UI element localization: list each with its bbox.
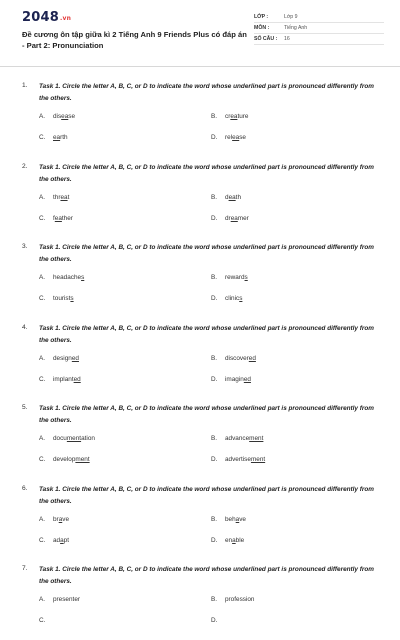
header-divider: [0, 66, 400, 67]
word-prefix: f: [53, 214, 55, 222]
underlined-part: s: [239, 295, 243, 302]
option-word: [225, 134, 246, 141]
option-word: [225, 113, 248, 120]
question-item: [0, 318, 400, 399]
meta-row-class: [254, 12, 384, 23]
meta-value: 16: [284, 36, 290, 42]
answer-option[interactable]: [39, 134, 68, 141]
word-prefix: beh: [225, 515, 236, 523]
answer-option[interactable]: [211, 134, 246, 141]
option-word: [225, 274, 248, 281]
word-prefix: br: [53, 515, 59, 523]
option-letter: B.: [211, 435, 218, 442]
word-prefix: ad: [53, 536, 61, 544]
word-suffix: th: [235, 193, 242, 201]
option-letter: B.: [211, 113, 218, 120]
word-suffix: ve: [239, 515, 246, 523]
option-letter: D.: [211, 536, 218, 544]
answer-option[interactable]: [39, 456, 90, 463]
option-letter: A.: [39, 515, 46, 523]
question-text: Task 1. Circle the letter A, B, C, or D to indicate the word whose underlined part is pronounced differently from the others.: [39, 405, 374, 424]
document-meta: [254, 12, 384, 45]
word-suffix: rth: [60, 134, 68, 141]
answer-option[interactable]: [39, 355, 79, 362]
answer-option[interactable]: [211, 617, 225, 624]
word-prefix: rel: [225, 134, 233, 141]
option-letter: D.: [211, 375, 218, 383]
word-prefix: advance: [225, 435, 250, 442]
option-word: [225, 516, 246, 523]
question-number: 6.: [22, 484, 28, 492]
option-letter: B.: [211, 193, 218, 201]
option-word: [53, 113, 75, 120]
meta-value: Lớp 9: [284, 14, 298, 20]
underlined-part: s: [244, 274, 248, 281]
option-letter: C.: [39, 617, 46, 624]
underlined-part: ea: [228, 193, 236, 201]
answer-option[interactable]: [211, 215, 249, 222]
underlined-part: ea: [54, 214, 62, 222]
option-word: [53, 376, 81, 383]
answer-option[interactable]: [39, 113, 75, 120]
meta-row-subject: [254, 23, 384, 34]
option-word: [225, 456, 265, 463]
underlined-part: ment: [75, 456, 90, 463]
word-suffix: se: [239, 134, 246, 141]
word-prefix: discover: [225, 354, 249, 362]
question-number: 4.: [22, 323, 28, 331]
answer-option[interactable]: [39, 215, 73, 222]
answer-option[interactable]: [39, 194, 69, 201]
word-suffix: ble: [235, 536, 245, 544]
word-prefix: clinic: [225, 295, 240, 302]
option-word: [225, 596, 255, 603]
option-letter: A.: [39, 274, 46, 281]
underlined-part: ea: [53, 134, 61, 141]
meta-row-count: [254, 34, 384, 45]
underlined-part: ment: [250, 456, 266, 463]
option-letter: A.: [39, 193, 46, 201]
underlined-part: a: [235, 515, 240, 523]
question-item: [0, 479, 400, 560]
answer-option[interactable]: [211, 596, 255, 603]
word-prefix: d: [225, 193, 229, 201]
answer-option[interactable]: [39, 274, 84, 281]
underlined-part: s: [81, 274, 85, 281]
option-word: [53, 456, 90, 463]
option-word: [53, 295, 74, 302]
word-suffix: se: [68, 113, 76, 120]
option-word: [53, 355, 79, 362]
underlined-part: ea: [230, 214, 238, 222]
option-letter: A.: [39, 113, 46, 120]
question-number: 3.: [22, 243, 28, 250]
option-letter: C.: [39, 375, 46, 383]
answer-option[interactable]: [39, 376, 81, 383]
document-header: [0, 0, 400, 64]
question-list: [0, 76, 400, 640]
option-letter: C.: [39, 456, 46, 463]
word-prefix: design: [53, 354, 72, 362]
word-prefix: advertise: [225, 456, 251, 463]
meta-key: MÔN :: [254, 25, 270, 31]
option-letter: D.: [211, 295, 218, 302]
underlined-part: a: [232, 536, 236, 544]
option-word: [53, 516, 69, 523]
option-word: [225, 376, 251, 383]
question-item: [0, 76, 400, 157]
word-suffix: t: [67, 193, 70, 201]
meta-value: Tiếng Anh: [284, 25, 308, 31]
underlined-part: ea: [232, 134, 240, 141]
word-prefix: dr: [225, 214, 231, 222]
option-letter: B.: [211, 274, 218, 281]
underlined-part: ed: [248, 354, 256, 362]
underlined-part: a: [58, 515, 63, 523]
word-prefix: headache: [53, 274, 82, 281]
word-prefix: thr: [53, 193, 61, 201]
answer-option[interactable]: [211, 376, 251, 383]
word-prefix: profession: [225, 596, 255, 603]
answer-option[interactable]: [211, 295, 242, 302]
answer-option[interactable]: [39, 537, 69, 544]
word-prefix: dis: [53, 113, 62, 120]
option-word: [225, 355, 256, 362]
word-prefix: en: [225, 536, 233, 544]
word-prefix: cr: [225, 113, 231, 120]
logo-text: 2048: [22, 10, 59, 25]
word-suffix: ther: [61, 214, 73, 222]
meta-key: SỐ CÂU :: [254, 36, 278, 42]
underlined-part: s: [70, 295, 74, 302]
option-letter: C.: [39, 295, 46, 302]
option-word: [225, 295, 242, 302]
answer-option[interactable]: [211, 435, 263, 442]
option-letter: A.: [39, 354, 46, 362]
option-word: [225, 215, 249, 222]
word-prefix: imagin: [225, 375, 244, 383]
underlined-part: ed: [243, 375, 251, 383]
word-prefix: presenter: [53, 596, 80, 603]
option-letter: C.: [39, 134, 46, 141]
option-word: [53, 194, 69, 201]
option-letter: C.: [39, 536, 46, 544]
option-word: [53, 274, 84, 281]
word-suffix: ve: [62, 515, 69, 523]
answer-option[interactable]: [39, 295, 74, 302]
document-title: Đề cương ôn tập giữa kì 2 Tiếng Anh 9 Friends Plus có đáp án - Part 2: Pronunciation: [22, 30, 247, 50]
question-number: 7.: [22, 565, 28, 572]
question-text: Task 1. Circle the letter A, B, C, or D to indicate the word whose underlined part is pronounced differently from the others.: [39, 163, 374, 183]
underlined-part: ea: [230, 113, 238, 120]
question-number: 1.: [22, 82, 28, 89]
question-number: 2.: [22, 162, 28, 170]
option-word: [53, 435, 95, 442]
option-word: [225, 435, 263, 442]
answer-option[interactable]: [39, 596, 80, 603]
question-text: Task 1. Circle the letter A, B, C, or D to indicate the word whose underlined part is pronounced differently from the others.: [39, 566, 374, 585]
option-letter: B.: [211, 354, 218, 362]
word-suffix: ture: [237, 113, 249, 120]
answer-option[interactable]: [211, 274, 248, 281]
word-prefix: docu: [53, 435, 67, 442]
meta-key: LỚP :: [254, 14, 269, 20]
word-prefix: implant: [53, 375, 74, 383]
word-suffix: pt: [63, 536, 70, 544]
question-text: Task 1. Circle the letter A, B, C, or D to indicate the word whose underlined part is pronounced differently from the others.: [39, 324, 374, 344]
question-item: [0, 398, 400, 479]
question-item: [0, 157, 400, 238]
question-item: [0, 559, 400, 640]
answer-option[interactable]: [211, 355, 256, 362]
answer-option[interactable]: [39, 435, 95, 442]
question-text: Task 1. Circle the letter A, B, C, or D to indicate the word whose underlined part is pronounced differently from the others.: [39, 485, 374, 505]
option-word: [225, 194, 241, 201]
underlined-part: ed: [71, 354, 79, 362]
option-letter: C.: [39, 214, 46, 222]
option-letter: D.: [211, 617, 218, 624]
option-word: [53, 537, 69, 544]
question-item: [0, 237, 400, 318]
underlined-part: a: [60, 536, 64, 544]
answer-option[interactable]: [211, 113, 248, 120]
word-suffix: ation: [81, 435, 95, 442]
answer-option[interactable]: [211, 456, 265, 463]
answer-option[interactable]: [39, 617, 53, 624]
underlined-part: ea: [60, 193, 68, 201]
underlined-part: ed: [73, 375, 81, 383]
answer-option[interactable]: [211, 516, 246, 523]
option-letter: D.: [211, 456, 218, 463]
underlined-part: ment: [249, 435, 264, 442]
option-letter: A.: [39, 596, 46, 603]
option-letter: D.: [211, 134, 218, 141]
word-prefix: develop: [53, 456, 76, 463]
option-word: [225, 537, 244, 544]
word-prefix: reward: [225, 274, 245, 281]
option-letter: A.: [39, 435, 46, 442]
question-number: 5.: [22, 404, 28, 411]
underlined-part: ment: [66, 435, 82, 442]
answer-option[interactable]: [39, 516, 69, 523]
option-letter: D.: [211, 214, 218, 222]
answer-option[interactable]: [211, 194, 241, 201]
question-text: Task 1. Circle the letter A, B, C, or D to indicate the word whose underlined part is pronounced differently from the others.: [39, 83, 374, 102]
answer-option[interactable]: [211, 537, 244, 544]
option-word: [53, 215, 73, 222]
option-word: [53, 134, 68, 141]
word-prefix: tourist: [53, 295, 71, 302]
option-word: [53, 596, 80, 603]
underlined-part: ea: [61, 113, 69, 120]
option-letter: B.: [211, 515, 218, 523]
question-text: Task 1. Circle the letter A, B, C, or D to indicate the word whose underlined part is pronounced differently from the others.: [39, 244, 374, 263]
word-suffix: mer: [237, 214, 249, 222]
logo-suffix: .vn: [59, 15, 72, 22]
option-letter: B.: [211, 596, 218, 603]
